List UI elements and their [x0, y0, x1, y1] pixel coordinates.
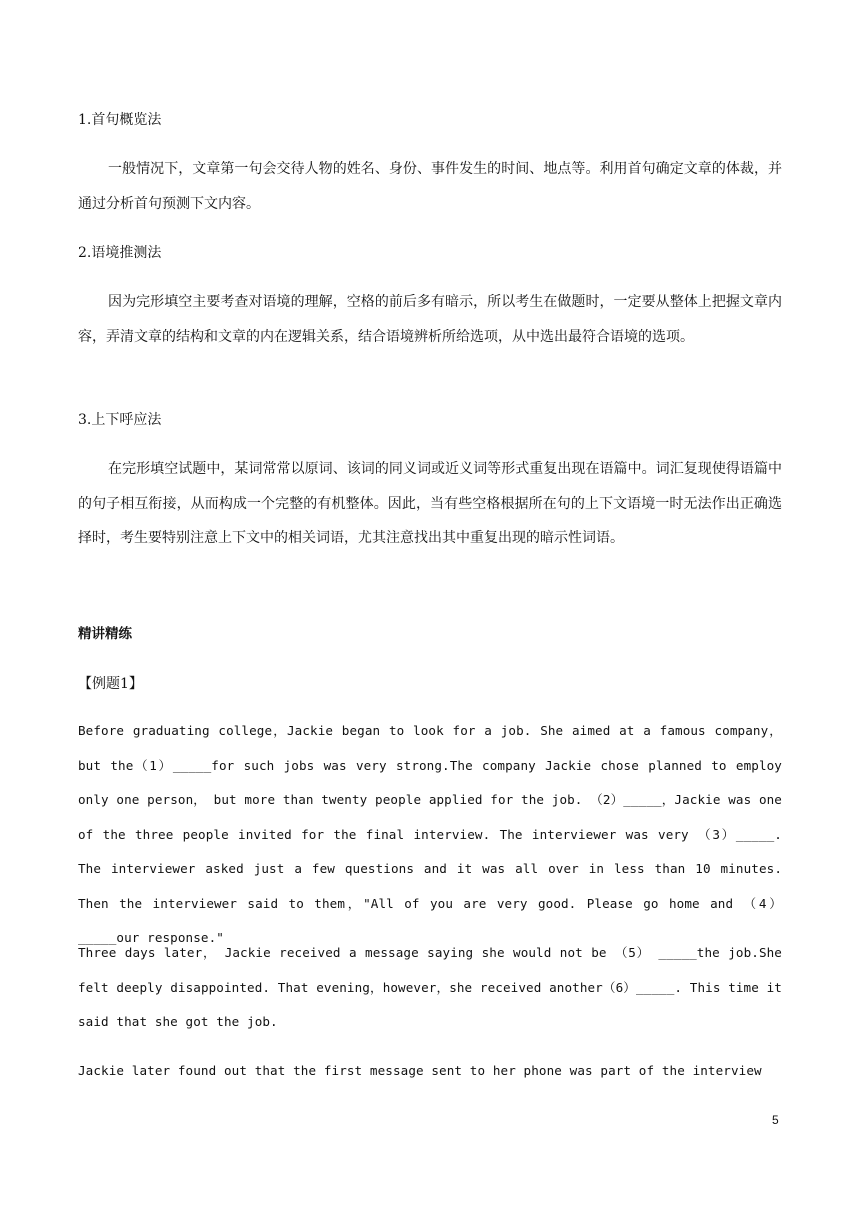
section-2-title: 2.语境推测法	[78, 245, 162, 261]
section-1-title: 1.首句概览法	[78, 112, 162, 128]
passage-paragraph-3: Jackie later found out that the first message sent to her phone was part of the interview	[78, 1063, 762, 1078]
page-number: 5	[772, 1113, 779, 1127]
section-1-body: 一般情况下，文章第一句会交待人物的姓名、身份、事件发生的时间、地点等。利用首句确定文章的体裁，并通过分析首句预测下文内容。	[78, 161, 782, 212]
section-2-body: 因为完形填空主要考查对语境的理解，空格的前后多有暗示，所以考生在做题时，一定要从整体上把握文章内容，弄清文章的结构和文章的内在逻辑关系，结合语境辨析所给选项，从中选出最符合语境的选项。	[78, 294, 782, 345]
passage-paragraph-1: Before graduating college，Jackie began to look for a job. She aimed at a famous company，but the（1）_____for such jobs was very strong.The company Jackie chose planned to employ only one person， but more than twenty people applied for the job. （2）_____，Jackie was one of the three people invited for the final interview. The interviewer was very （3）_____. The interviewer asked just a few questions and it was all over in less than 10 minutes. Then the interviewer said to them，"All of you are very good. Please go home and （4）_____our response."	[78, 723, 782, 945]
example-label: 【例题1】	[78, 676, 143, 692]
section-3-title: 3.上下呼应法	[78, 412, 162, 428]
section-3-body: 在完形填空试题中，某词常常以原词、该词的同义词或近义词等形式重复出现在语篇中。词汇复现使得语篇中的句子相互衔接，从而构成一个完整的有机整体。因此，当有些空格根据所在句的上下文语境一时无法作出正确选择时，考生要特别注意上下文中的相关词语，尤其注意找出其中重复出现的暗示性词语。	[78, 461, 782, 546]
practice-title: 精讲精练	[78, 626, 132, 642]
passage-paragraph-2: Three days later， Jackie received a message saying she would not be （5） _____the job.She felt deeply disappointed. That evening，however，she received another（6）_____. This time it said that she got the job.	[78, 945, 782, 1029]
